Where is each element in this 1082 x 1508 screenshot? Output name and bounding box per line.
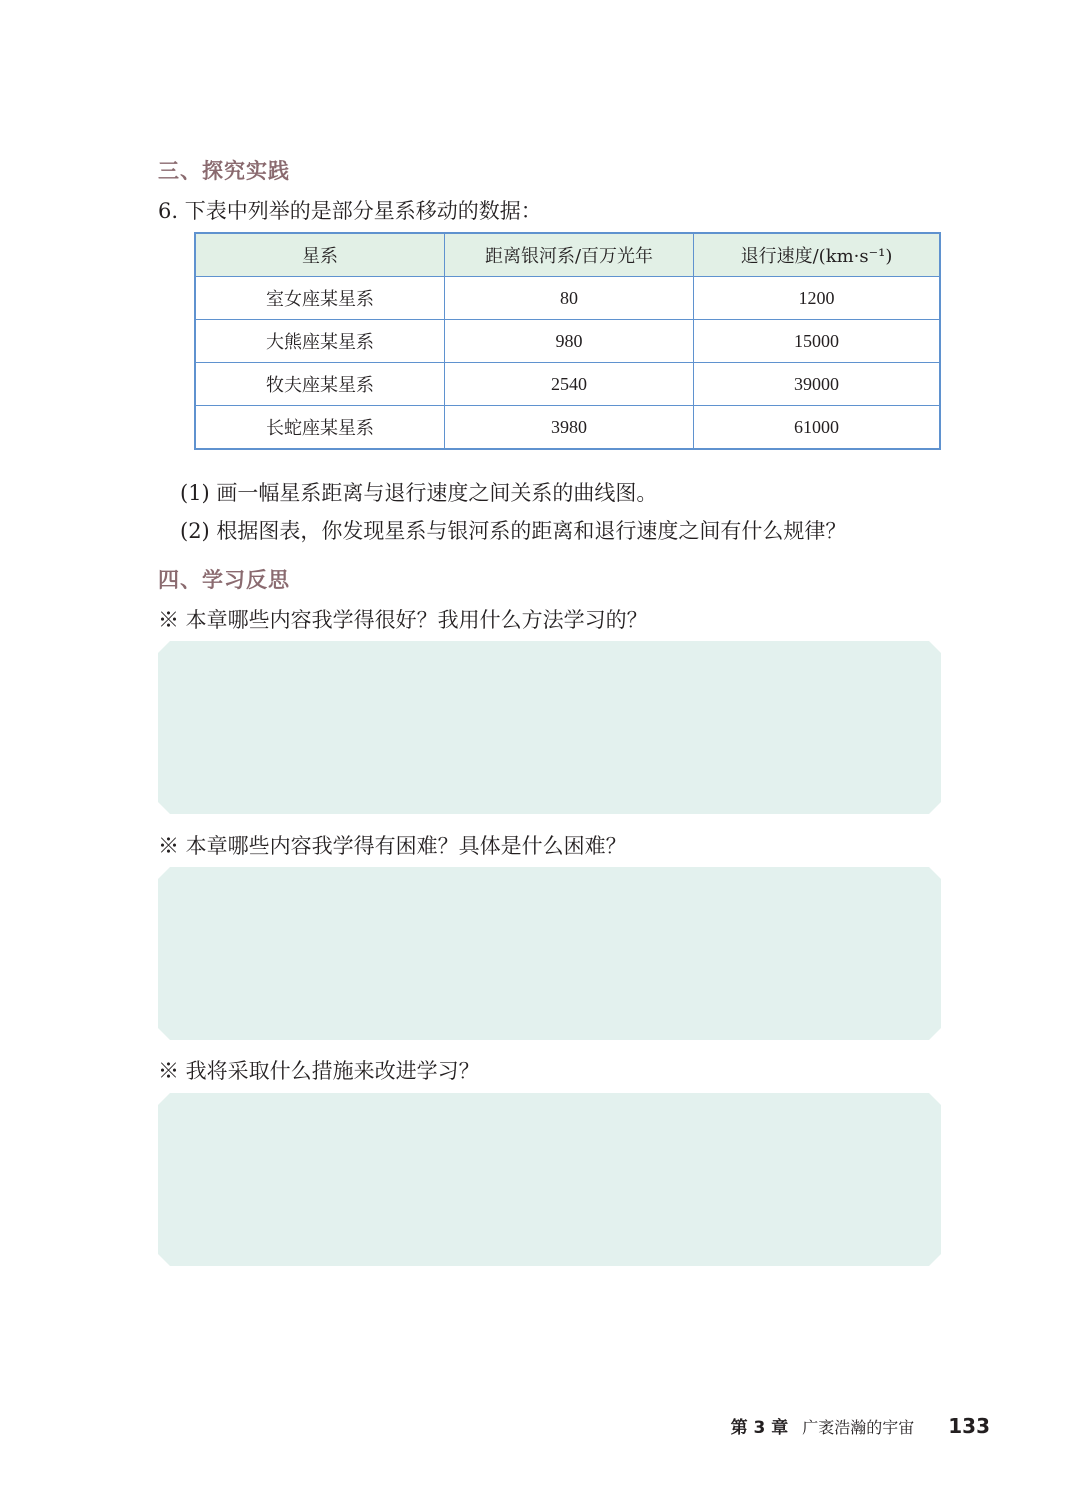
- table-row: [195, 277, 940, 320]
- reflection-prompt-improvements: ※ 我将采取什么措施来改进学习？: [158, 1059, 480, 1083]
- table-cell-velocity: 1200: [694, 277, 941, 320]
- table-cell-galaxy: 大熊座某星系: [195, 320, 445, 363]
- table-cell-distance: 2540: [445, 363, 694, 406]
- table-cell-distance: 3980: [445, 406, 694, 450]
- galaxy-data-table: [194, 232, 941, 450]
- chapter-label: 第 3 章: [730, 1418, 789, 1438]
- table-cell-galaxy: 室女座某星系: [195, 277, 445, 320]
- question-6-text: 6. 下表中列举的是部分星系移动的数据：: [158, 199, 542, 223]
- table-cell-distance: 980: [445, 320, 694, 363]
- table-cell-velocity: 15000: [694, 320, 941, 363]
- chapter-title: 广袤浩瀚的宇宙: [802, 1418, 915, 1437]
- table-cell-galaxy: 牧夫座某星系: [195, 363, 445, 406]
- page-number: 133: [948, 1414, 990, 1438]
- column-header-distance: 距离银河系/百万光年: [445, 233, 694, 277]
- column-header-velocity: 退行速度/(km·s⁻¹): [694, 233, 941, 277]
- table-cell-velocity: 61000: [694, 406, 941, 450]
- answer-box-difficulties[interactable]: [158, 867, 941, 1040]
- reflection-prompt-strengths: ※ 本章哪些内容我学得很好？我用什么方法学习的？: [158, 608, 648, 632]
- reflection-prompt-difficulties: ※ 本章哪些内容我学得有困难？具体是什么困难？: [158, 834, 627, 858]
- table-cell-distance: 80: [445, 277, 694, 320]
- section-heading-reflection: 四、学习反思: [158, 568, 290, 592]
- table-row: [195, 406, 940, 450]
- section-heading-practice: 三、探究实践: [158, 159, 290, 183]
- page-footer: [0, 1413, 990, 1438]
- sub-question-2: (2) 根据图表，你发现星系与银河系的距离和退行速度之间有什么规律？: [180, 519, 847, 543]
- table-cell-galaxy: 长蛇座某星系: [195, 406, 445, 450]
- table-cell-velocity: 39000: [694, 363, 941, 406]
- answer-box-improvements[interactable]: [158, 1093, 941, 1266]
- column-header-galaxy: 星系: [195, 233, 445, 277]
- answer-box-strengths[interactable]: [158, 641, 941, 814]
- sub-question-1: (1) 画一幅星系距离与退行速度之间关系的曲线图。: [180, 481, 658, 505]
- table-row: [195, 320, 940, 363]
- table-row: [195, 363, 940, 406]
- table-header-row: [195, 233, 940, 277]
